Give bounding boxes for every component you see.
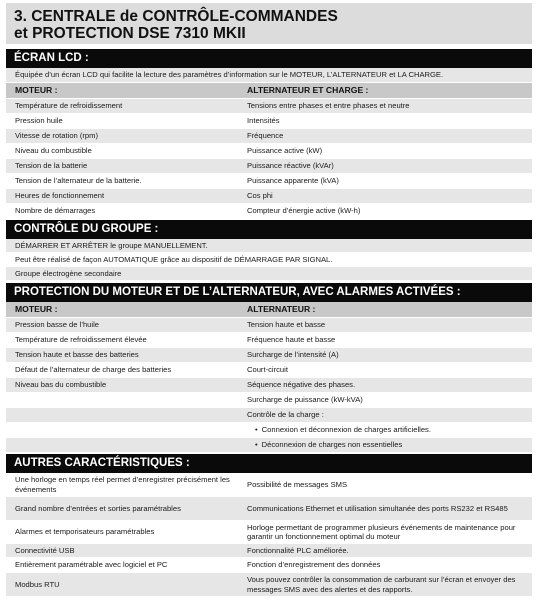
alternator-param: Fréquence [247,131,284,141]
control-item: Groupe électrogène secondaire [15,268,122,278]
feature-left: Une horloge en temps réel permet d’enregistrer précisément les événements [15,475,230,494]
table-row [6,204,532,219]
table-row [6,497,532,521]
engine-alarm: Température de refroidissement élevée [15,335,147,345]
engine-alarm: Tension haute et basse des batteries [15,350,139,360]
lcd-col-alternator: ALTERNATEUR ET CHARGE : [247,84,369,95]
control-item: Peut être réalisé de façon AUTOMATIQUE grâce au dispositif de DÉMARRAGE PAR SIGNAL. [15,254,333,264]
engine-param: Nombre de démarrages [15,206,96,216]
table-row [6,174,532,189]
alternator-param: Tensions entre phases et entre phases et neutre [247,101,410,111]
alternator-alarm: Surcharge de puissance (kW-kVA) [247,395,363,405]
feature-left: Connectivité USB [15,545,75,555]
table-row [6,114,532,129]
table-row [6,573,532,597]
protection-col-alternator: ALTERNATEUR : [247,303,316,314]
feature-left: Alarmes et temporisateurs paramétrables [15,527,155,537]
table-row [6,318,532,333]
engine-alarm [15,423,237,437]
alternator-alarm: Tension haute et basse [247,320,326,330]
table-row [6,378,532,393]
feature-left: Entièrement paramétrable avec logiciel et PC [15,560,168,570]
bullet-item: • Déconnexion de charges non essentielles [255,440,402,450]
feature-right: Fonctionnalité PLC améliorée. [247,545,349,555]
page-title [6,3,532,44]
engine-alarm: Pression basse de l’huile [15,320,100,330]
alternator-param: Puissance réactive (kVAr) [247,161,334,171]
engine-param: Tension de l’alternateur de la batterie. [15,176,142,186]
protection-col-engine: MOTEUR : [15,303,58,314]
list-item [6,239,532,253]
section-header-protection: PROTECTION DU MOTEUR ET DE L’ALTERNATEUR, AVEC ALARMES ACTIVÉES : [6,283,532,302]
engine-param: Heures de fonctionnement [15,191,105,201]
feature-right: Communications Ethernet et utilisation simultanée des ports RS232 et RS485 [247,503,508,513]
lcd-column-headers [6,83,532,99]
feature-left: Grand nombre d’entrées et sorties paramétrables [15,503,181,513]
feature-right: Possibilité de messages SMS [247,479,348,489]
table-row [6,558,532,573]
alternator-param: Intensités [247,116,280,126]
table-row [6,393,532,408]
table-row [6,159,532,174]
engine-alarm: Niveau bas du combustible [15,380,107,390]
feature-right: Vous pouvez contrôler la consommation de carburant sur l’écran et envoyer des messages SMS avec des alertes et des rapports. [247,575,516,594]
lcd-intro-row [6,68,532,83]
table-row [6,189,532,204]
table-row [6,144,532,159]
alternator-alarm: Fréquence haute et basse [247,335,336,345]
engine-alarm: Défaut de l’alternateur de charge des batteries [15,365,172,375]
alternator-alarm: Contrôle de la charge : [247,410,324,420]
table-row [6,408,532,423]
alternator-alarm-sub [247,438,535,452]
lcd-intro: Équipée d’un écran LCD qui facilite la lecture des paramètres d’information sur le MOTEUR, L’ALTERNATEUR et LA CHARGE. [15,70,444,80]
protection-column-headers [6,302,532,318]
section-header-lcd: ÉCRAN LCD : [6,49,532,68]
table-row [6,438,532,453]
bullet-item: • Connexion et déconnexion de charges artificielles. [255,425,431,435]
alternator-param: Puissance apparente (kVA) [247,176,339,186]
engine-param: Pression huile [15,116,63,126]
alternator-alarm: Court-circuit [247,365,288,375]
page-title-line-1: 3. CENTRALE de CONTRÔLE-COMMANDES [14,8,338,25]
table-row [6,333,532,348]
control-item: DÉMARRER ET ARRÊTER le groupe MANUELLEMENT. [15,240,208,250]
feature-left: Modbus RTU [15,579,60,589]
alternator-param: Compteur d’énergie active (kW-h) [247,206,361,216]
section-header-features: AUTRES CARACTÉRISTIQUES : [6,454,532,473]
lcd-col-engine: MOTEUR : [15,84,58,95]
table-row [6,99,532,114]
alternator-param: Puissance active (kW) [247,146,323,156]
table-row [6,129,532,144]
list-item [6,267,532,281]
engine-param: Vitesse de rotation (rpm) [15,131,99,141]
engine-param: Tension de la batterie [15,161,88,171]
engine-alarm [15,408,237,422]
alternator-param: Cos phi [247,191,273,201]
table-row [6,423,532,438]
table-row [6,544,532,558]
alternator-alarm-sub [247,423,535,437]
table-row [6,348,532,363]
table-row [6,363,532,378]
list-item [6,253,532,267]
page-title-line-2: et PROTECTION DSE 7310 MKII [14,25,246,42]
engine-alarm [15,438,237,452]
table-row [6,473,532,497]
feature-right: Horloge permettant de programmer plusieurs événements de maintenance pour garantir un fonctionnement optimal du moteur [247,522,516,541]
alternator-alarm: Surcharge de l’intensité (A) [247,350,339,360]
alternator-alarm: Séquence négative des phases. [247,380,356,390]
section-header-control: CONTRÔLE DU GROUPE : [6,220,532,239]
engine-param: Niveau du combustible [15,146,92,156]
engine-alarm [15,393,237,407]
engine-param: Température de refroidissement [15,101,123,111]
feature-right: Fonction d’enregistrement des données [247,560,381,570]
table-row [6,521,532,544]
